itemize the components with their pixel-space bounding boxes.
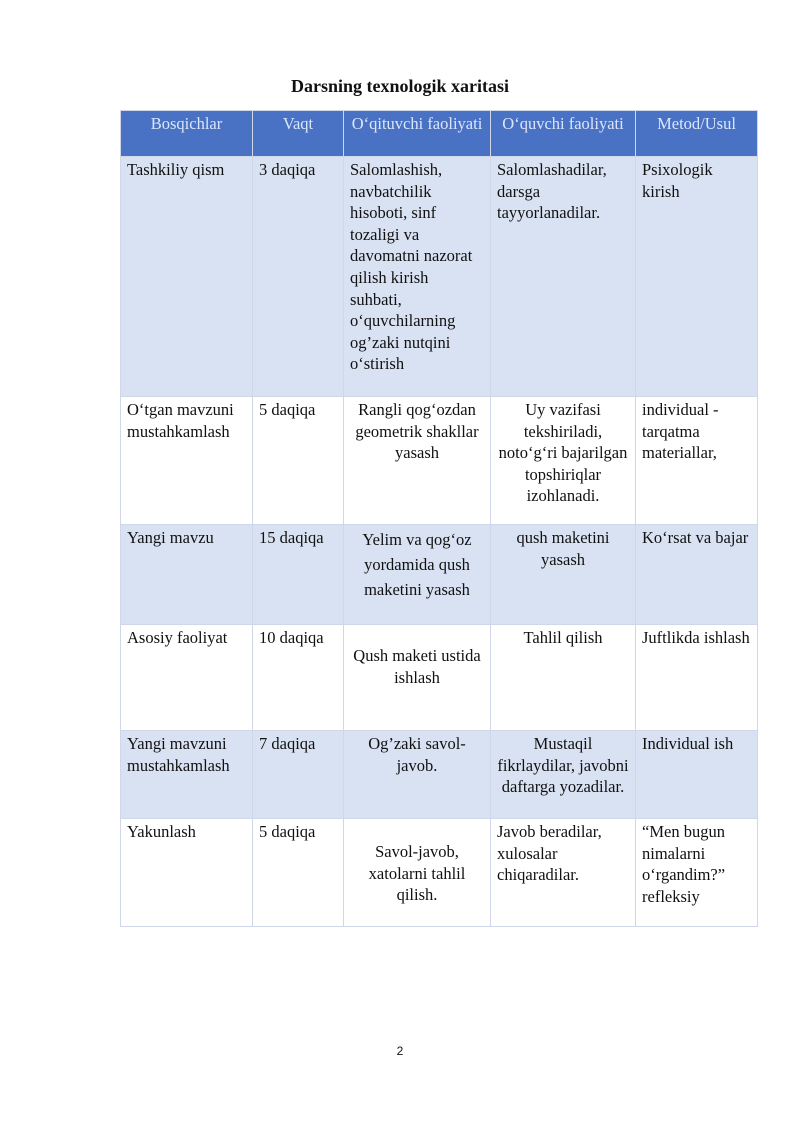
cell-time: 5 daqiqa (253, 819, 344, 927)
cell-stage: Yangi mavzu (121, 525, 253, 625)
cell-student: Mustaqil fikrlaydilar, javobni daftarga yozadilar. (491, 731, 636, 819)
header-teacher-activity: O‘qituvchi faoliyati (344, 111, 491, 157)
table-header-row (121, 111, 758, 157)
cell-method: Ko‘rsat va bajar (636, 525, 758, 625)
table-row (121, 731, 758, 819)
header-student-activity: O‘quvchi faoliyati (491, 111, 636, 157)
header-stage: Bosqichlar (121, 111, 253, 157)
cell-stage: Yangi mavzuni mustahkamlash (121, 731, 253, 819)
cell-time: 10 daqiqa (253, 625, 344, 731)
cell-time: 7 daqiqa (253, 731, 344, 819)
cell-stage: Tashkiliy qism (121, 157, 253, 397)
cell-student: Javob beradilar, xulosalar chiqaradilar. (491, 819, 636, 927)
table-row (121, 525, 758, 625)
cell-method: “Men bugun nimalarni o‘rgandim?” refleksiy (636, 819, 758, 927)
cell-teacher: Yelim va qog‘oz yordamida qush maketini yasash (344, 525, 491, 625)
cell-method: Psixologik kirish (636, 157, 758, 397)
cell-student: Tahlil qilish (491, 625, 636, 731)
cell-student: Salomlashadilar, darsga tayyorlanadilar. (491, 157, 636, 397)
cell-method: Individual ish (636, 731, 758, 819)
cell-teacher: Salomlashish, navbatchilik hisoboti, sinf tozaligi va davomatni nazorat qilish kirish suhbati, o‘quvchilarning og’zaki nutqini o‘stirish (344, 157, 491, 397)
table-row (121, 819, 758, 927)
cell-teacher: Og’zaki savol-javob. (344, 731, 491, 819)
header-method: Metod/Usul (636, 111, 758, 157)
cell-stage: Yakunlash (121, 819, 253, 927)
cell-student: Uy vazifasi tekshiriladi, noto‘g‘ri bajarilgan topshiriqlar izohlanadi. (491, 397, 636, 525)
lesson-plan-table (120, 110, 758, 927)
table-row (121, 397, 758, 525)
table-row (121, 157, 758, 397)
cell-time: 5 daqiqa (253, 397, 344, 525)
cell-time: 15 daqiqa (253, 525, 344, 625)
header-time: Vaqt (253, 111, 344, 157)
document-title: Darsning texnologik xaritasi (290, 76, 509, 96)
cell-teacher: Savol-javob, xatolarni tahlil qilish. (344, 819, 491, 927)
cell-stage: O‘tgan mavzuni mustahkamlash (121, 397, 253, 525)
page-number: 2 (396, 1044, 404, 1058)
cell-time: 3 daqiqa (253, 157, 344, 397)
cell-teacher: Rangli qog‘ozdan geometrik shakllar yasash (344, 397, 491, 525)
cell-method: individual - tarqatma materiallar, (636, 397, 758, 525)
cell-teacher: Qush maketi ustida ishlash (344, 625, 491, 731)
cell-method: Juftlikda ishlash (636, 625, 758, 731)
cell-student: qush maketini yasash (491, 525, 636, 625)
table-row (121, 625, 758, 731)
cell-stage: Asosiy faoliyat (121, 625, 253, 731)
